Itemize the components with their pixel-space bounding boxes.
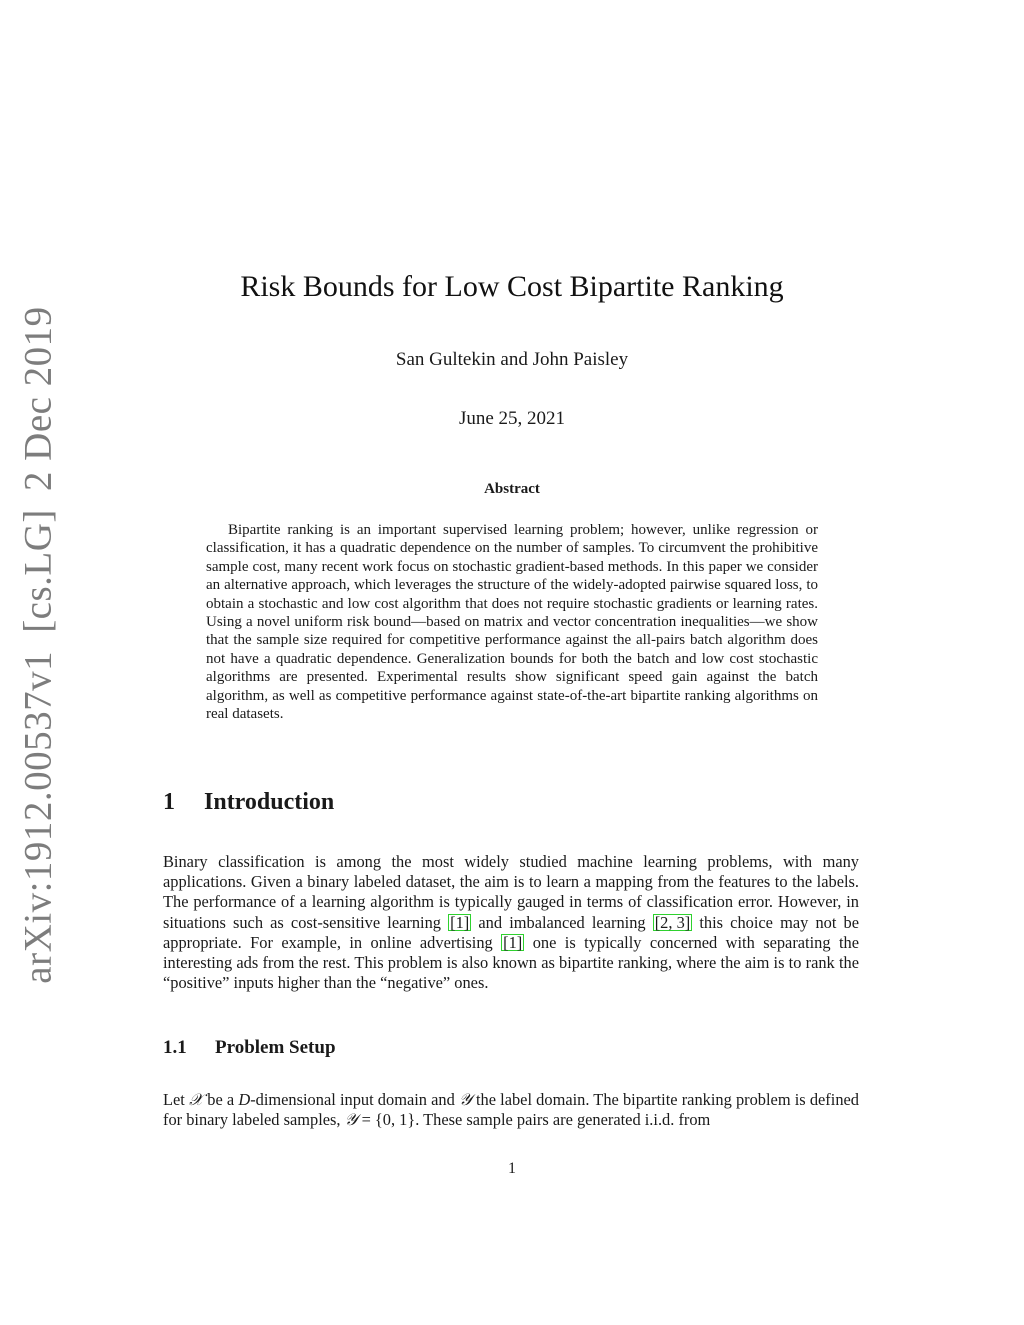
setup-text-2: be a — [203, 1090, 239, 1109]
section-heading-introduction — [163, 789, 334, 816]
intro-text-4: one is typically concerned with separating the interesting ads from the rest. This problem is also known as bipartite ranking, where the aim is to rank the “positive” inputs higher than the “negative” ones. — [163, 932, 859, 993]
arxiv-category: [cs.LG] — [16, 509, 60, 633]
setup-text-1: Let — [163, 1090, 190, 1109]
arxiv-id: arXiv:1912.00537v1 — [16, 650, 60, 984]
abstract-body: Bipartite ranking is an important supervised learning problem; however, unlike regression or classification, it has a quadratic dependence on the number of samples. To circumvent the prohibitive sample cost, many recent work focus on stochastic gradient-based methods. In this paper we consider an alternative approach, which leverages the structure of the widely-adopted pairwise squared loss, to obtain a stochastic and low cost algorithm that does not require stochastic gradients or learning rates. Using a novel uniform risk bound—based on matrix and vector concentration inequalities—we show that the sample size required for competitive performance against the all-pairs batch algorithm does not have a quadratic dependence. Generalization bounds for both the batch and low cost stochastic algorithms are presented. Experimental results show significant speed gain against the batch algorithm, as well as competitive performance against state-of-the-art bipartite ranking algorithms on real datasets. — [206, 522, 818, 723]
section-title: Introduction — [204, 789, 335, 815]
paper-date: June 25, 2021 — [458, 408, 566, 429]
intro-text-2: and imbalanced learning — [471, 912, 653, 932]
math-label-domain: 𝒴 — [344, 1110, 358, 1130]
introduction-paragraph — [163, 852, 859, 993]
math-label-domain: 𝒴 — [458, 1090, 472, 1109]
math-input-domain: 𝒳 — [189, 1090, 204, 1109]
math-dimension: D — [238, 1090, 251, 1109]
citation-link[interactable]: [1] — [450, 912, 470, 932]
setup-text-5: = {0, 1}. These sample pairs are generated i.i.d. from — [357, 1110, 711, 1130]
paper-authors: San Gultekin and John Paisley — [395, 349, 629, 370]
problem-setup-paragraph — [163, 1090, 859, 1130]
subsection-title: Problem Setup — [215, 1037, 336, 1058]
citation-link[interactable]: [1] — [503, 932, 523, 952]
setup-text-3: -dimensional input domain and — [250, 1090, 459, 1109]
citation-link[interactable]: [2, 3] — [654, 912, 691, 932]
paper-title: Risk Bounds for Low Cost Bipartite Ranking — [240, 270, 784, 303]
subsection-heading-problem-setup — [163, 1037, 336, 1059]
page-number: 1 — [508, 1160, 516, 1177]
section-number: 1 — [163, 789, 175, 815]
subsection-number: 1.1 — [163, 1037, 187, 1058]
setup-text-4: the label domain. The bipartite ranking problem is defined for binary labeled samples, — [163, 1090, 859, 1130]
intro-text-1: Binary classification is among the most widely studied machine learning problems, with many applications. Given a binary labeled dataset, the aim is to learn a mapping from the features to the labels. The performance of a learning algorithm is typically gauged in terms of classification error. However, in situations such as cost-sensitive learning — [163, 852, 859, 932]
abstract-heading: Abstract — [484, 481, 540, 497]
arxiv-date: 2 Dec 2019 — [16, 306, 60, 492]
intro-text-3: this choice may not be appropriate. For example, in online advertising — [163, 912, 859, 952]
